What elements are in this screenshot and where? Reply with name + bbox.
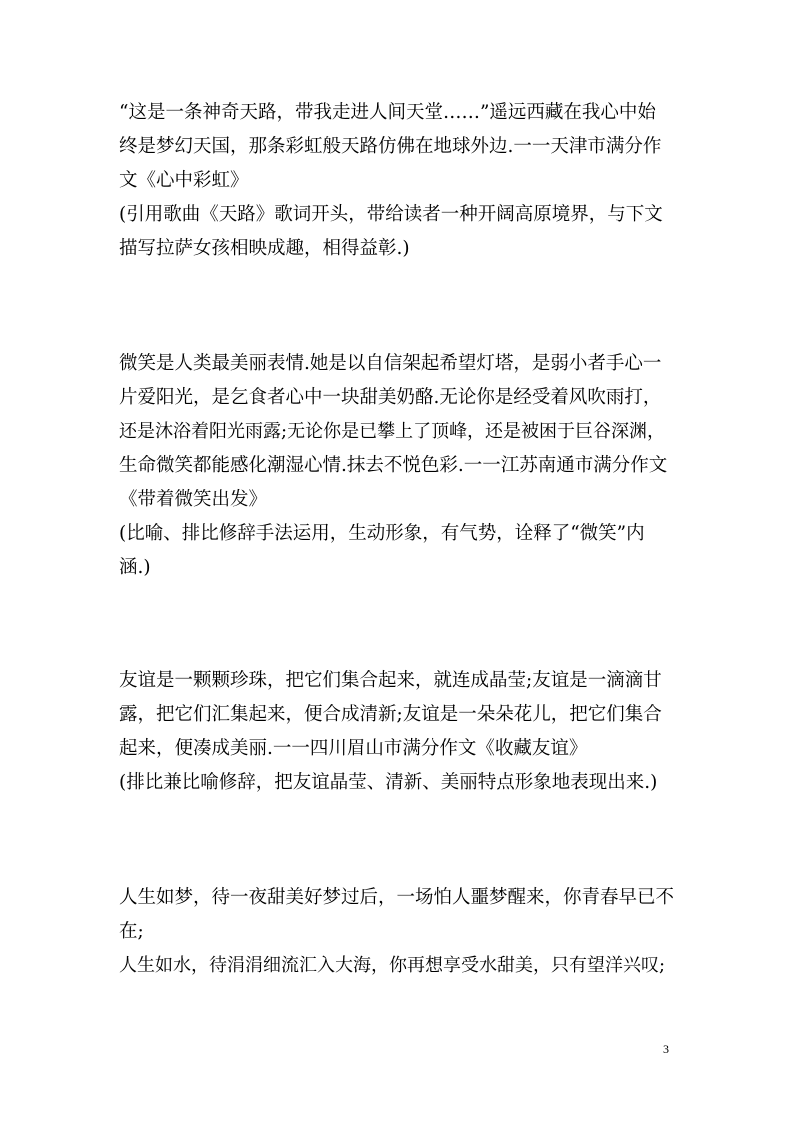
text-line: 微笑是人类最美丽表情.她是以自信架起希望灯塔，是弱小者手心一 bbox=[119, 353, 662, 374]
paragraph-3 bbox=[119, 664, 679, 800]
text-line: 《带着微笑出发》 bbox=[119, 489, 268, 510]
text-line: 人生如水，待涓涓细流汇入大海，你再想享受水甜美，只有望洋兴叹; bbox=[119, 955, 666, 976]
text-line: 片爱阳光，是乞食者心中一块甜美奶酪.无论你是经受着风吹雨打， bbox=[119, 387, 662, 408]
text-line: 起来，便凑成美丽.一一四川眉山市满分作文《收藏友谊》 bbox=[119, 738, 588, 759]
comment-line: 描写拉萨女孩相映成趣，相得益彰.) bbox=[119, 238, 410, 259]
comment-line: (比喻、排比修辞手法运用，生动形象，有气势，诠释了“微笑”内 bbox=[119, 523, 645, 544]
text-line: 露，把它们汇集起来，便合成清新;友谊是一朵朵花儿，把它们集合 bbox=[119, 704, 662, 725]
text-line: 友谊是一颗颗珍珠，把它们集合起来，就连成晶莹;友谊是一滴滴甘 bbox=[119, 670, 662, 691]
comment-line: (引用歌曲《天路》歌词开头，带给读者一种开阔高原境界，与下文 bbox=[119, 204, 663, 225]
text-line: 人生如梦，待一夜甜美好梦过后，一场怕人噩梦醒来，你青春早已不 bbox=[119, 887, 675, 908]
text-line: 在; bbox=[119, 921, 144, 942]
comment-line: (排比兼比喻修辞，把友谊晶莹、清新、美丽特点形象地表现出来.) bbox=[119, 772, 658, 793]
paragraph-1 bbox=[119, 96, 679, 266]
text-line: 生命微笑都能感化潮湿心情.抹去不悦色彩.一一江苏南通市满分作文 bbox=[119, 455, 668, 476]
comment-line: 涵.) bbox=[119, 557, 151, 578]
text-line: 文《心中彩虹》 bbox=[119, 170, 249, 191]
paragraph-2 bbox=[119, 347, 679, 585]
text-line: 还是沐浴着阳光雨露;无论你是已攀上了顶峰，还是被困于巨谷深渊， bbox=[119, 421, 666, 442]
text-line: “这是一条神奇天路，带我走进人间天堂……”遥远西藏在我心中始 bbox=[119, 102, 656, 123]
text-line: 终是梦幻天国，那条彩虹般天路仿佛在地球外边.一一天津市满分作 bbox=[119, 136, 662, 157]
page-number: 3 bbox=[663, 1042, 669, 1056]
paragraph-4 bbox=[119, 881, 679, 983]
